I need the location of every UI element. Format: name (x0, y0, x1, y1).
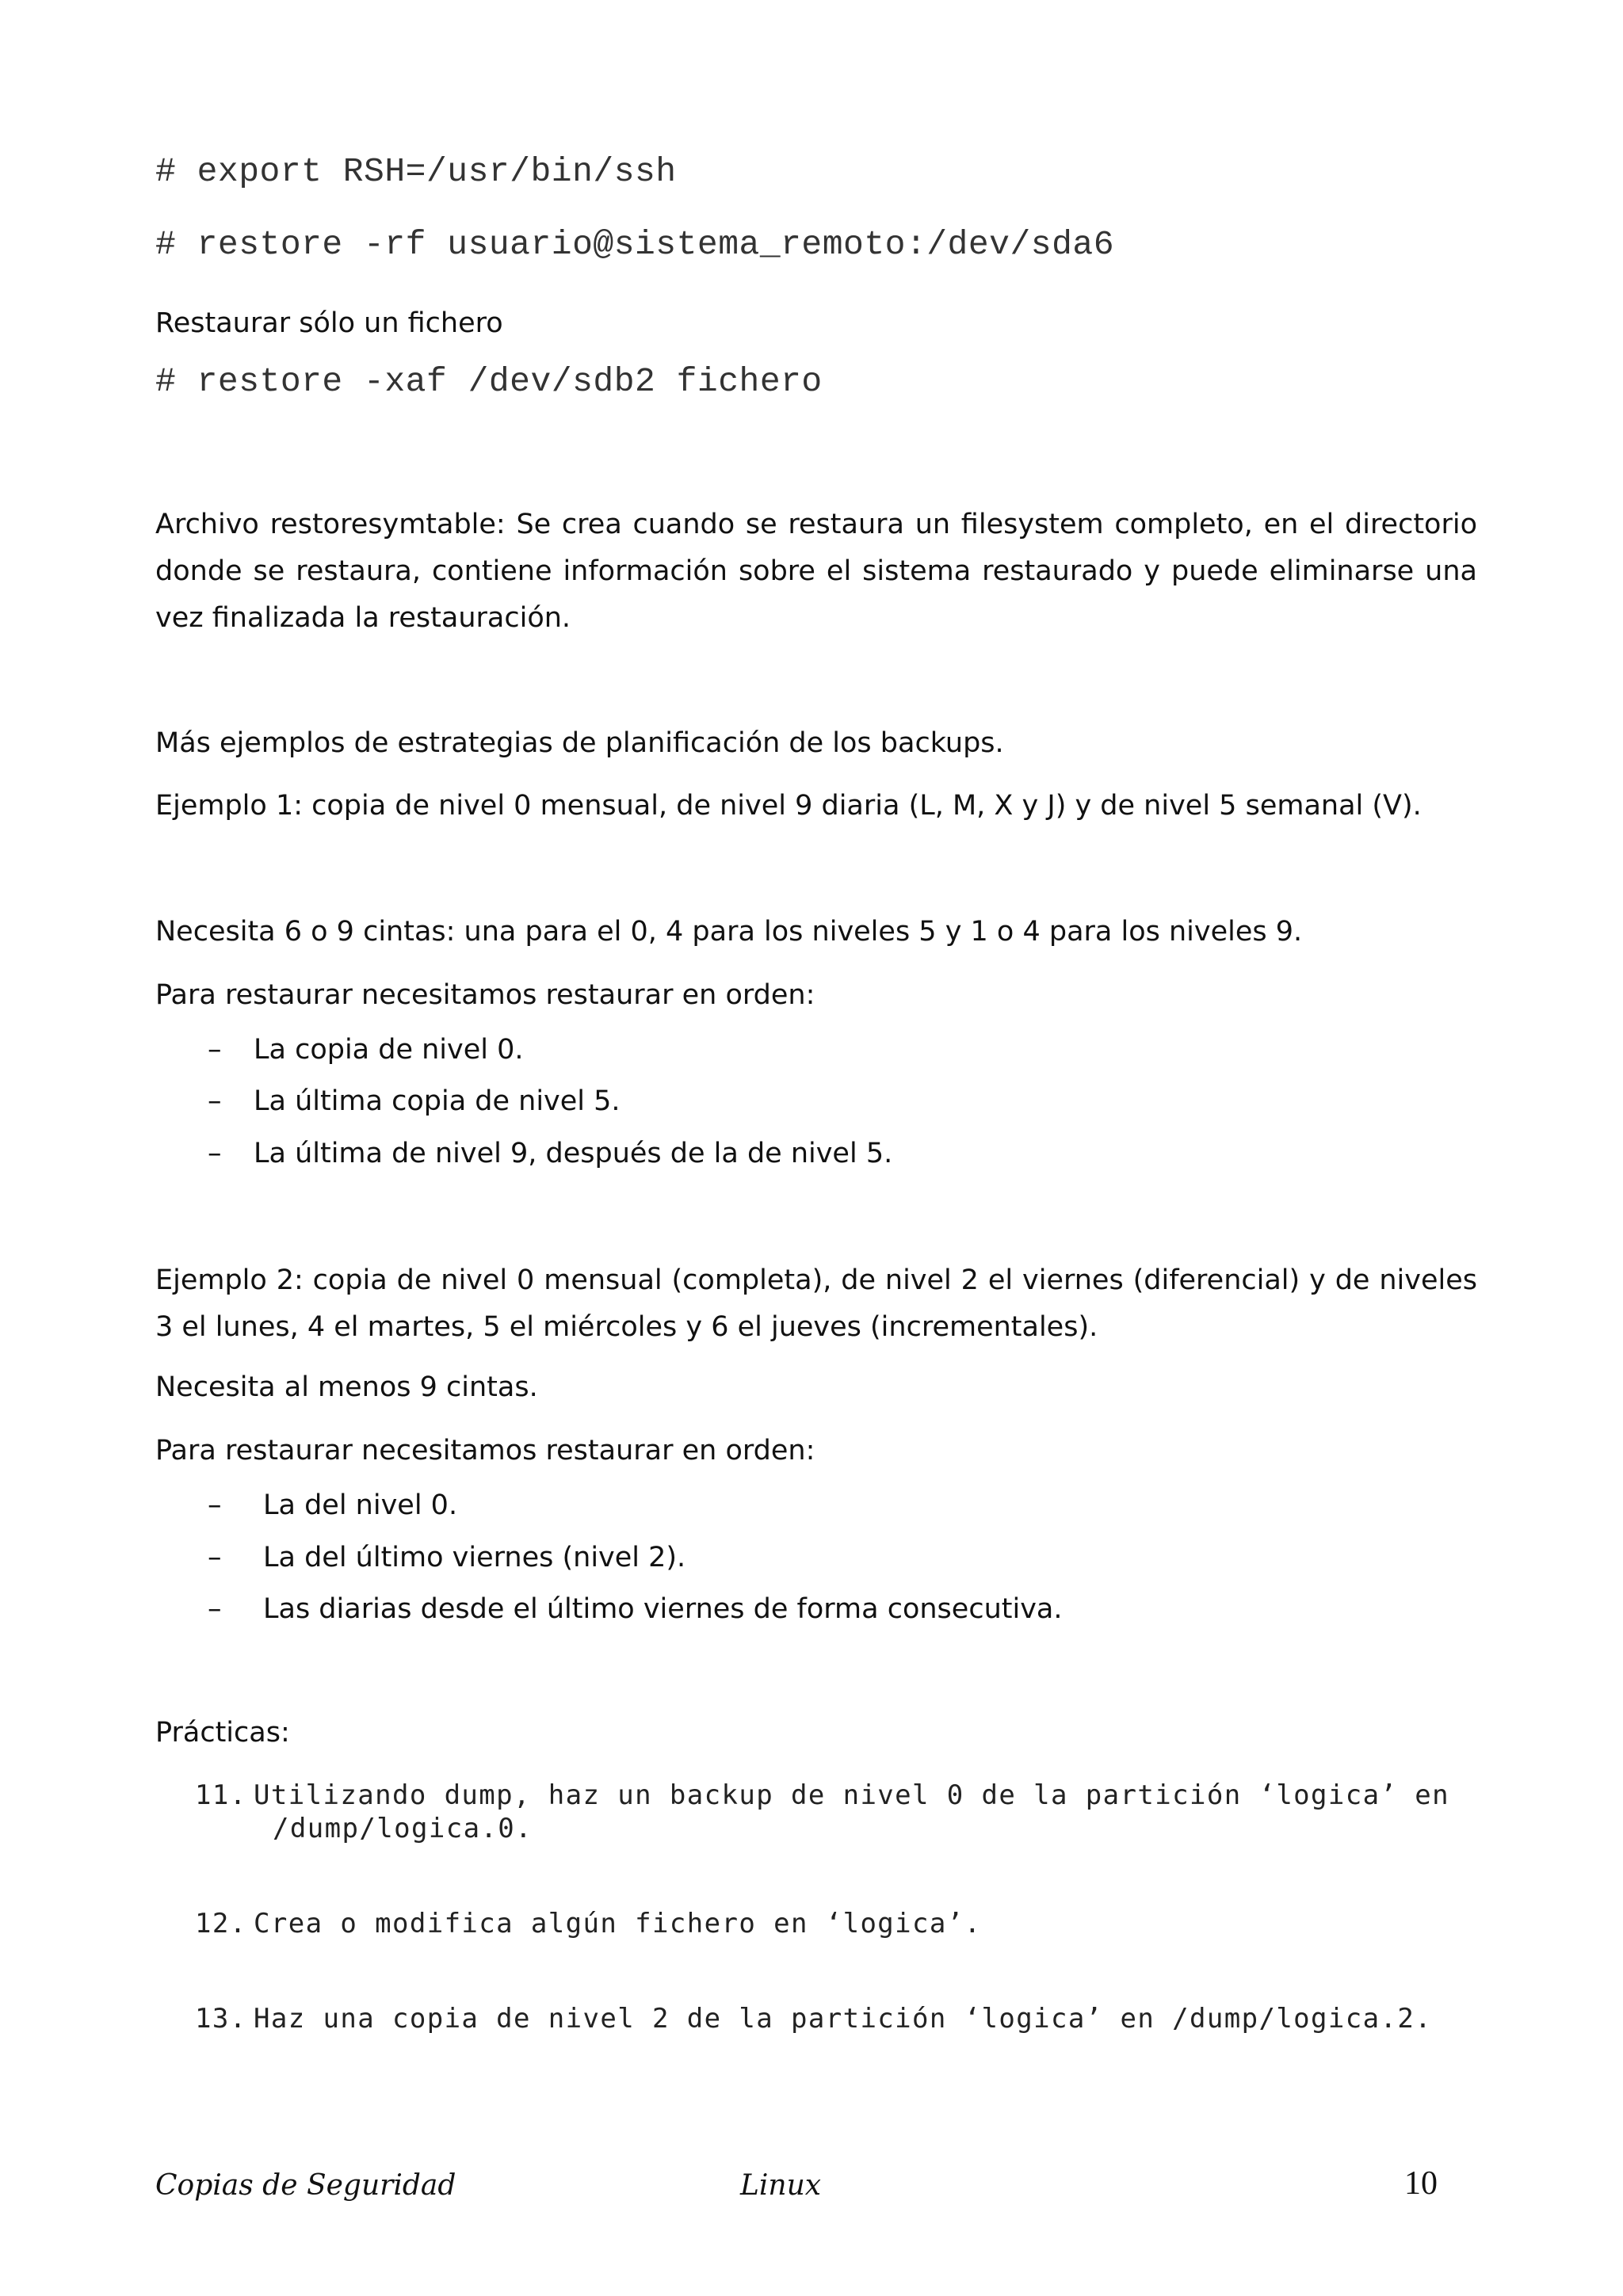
restoresymtable-paragraph: Archivo restoresymtable: Se crea cuando se restaura un filesystem completo, en el directorio donde se restaura, contiene información sobre el sistema restaurado y puede eliminarse una vez finalizada la restauración. (155, 509, 1477, 634)
code-restore-single: # restore -xaf /dev/sdb2 fichero (155, 362, 823, 401)
list-dash: – (208, 1593, 222, 1625)
code-export-rsh: # export RSH=/usr/bin/ssh (155, 152, 677, 191)
list-dash: – (208, 1489, 222, 1521)
list-dash: – (208, 1542, 222, 1573)
example1-step-1: La copia de nivel 0. (254, 1034, 524, 1066)
example2-step-2: La del último viernes (nivel 2). (263, 1542, 686, 1573)
example2-tapes: Necesita al menos 9 cintas. (155, 1371, 538, 1403)
practicas-heading: Prácticas: (155, 1717, 290, 1749)
footer-title: Copias de Seguridad (155, 2169, 456, 2202)
practica-number-11: 11. (195, 1779, 247, 1811)
practica-13-line1: Haz una copia de nivel 2 de la partición ‘logica’ en /dump/logica.2. (254, 2003, 1433, 2035)
list-dash: – (208, 1034, 222, 1066)
example2-order-intro: Para restaurar necesitamos restaurar en orden: (155, 1435, 815, 1466)
example1-order-intro: Para restaurar necesitamos restaurar en orden: (155, 979, 815, 1011)
list-dash: – (208, 1085, 222, 1117)
examples-intro: Más ejemplos de estrategias de planificación de los backups. (155, 727, 1004, 759)
example2-step-3: Las diarias desde el último viernes de forma consecutiva. (263, 1593, 1063, 1625)
list-dash: – (208, 1138, 222, 1169)
practica-11-line2: /dump/logica.0. (273, 1813, 533, 1844)
example1-step-2: La última copia de nivel 5. (254, 1085, 621, 1117)
practica-number-12: 12. (195, 1908, 247, 1939)
practica-11-line1: Utilizando dump, haz un backup de nivel 0 de la partición ‘logica’ en (254, 1779, 1450, 1811)
example1-step-3: La última de nivel 9, después de la de nivel 5. (254, 1138, 893, 1169)
example1-tapes: Necesita 6 o 9 cintas: una para el 0, 4 para los niveles 5 y 1 o 4 para los niveles 9. (155, 916, 1303, 948)
page-number: 10 (1404, 2165, 1438, 2202)
footer-center: Linux (740, 2169, 822, 2202)
example2-description: Ejemplo 2: copia de nivel 0 mensual (completa), de nivel 2 el viernes (diferencial) y de niveles 3 el lunes, 4 el martes, 5 el miércoles y 6 el jueves (incrementales). (155, 1264, 1477, 1343)
practica-12-line1: Crea o modifica algún fichero en ‘logica’. (254, 1908, 982, 1939)
example1-description: Ejemplo 1: copia de nivel 0 mensual, de nivel 9 diaria (L, M, X y J) y de nivel 5 semanal (V). (155, 790, 1422, 822)
restore-single-label: Restaurar sólo un fichero (155, 307, 503, 339)
practica-number-13: 13. (195, 2003, 247, 2035)
code-restore-remote: # restore -rf usuario@sistema_remoto:/dev/sda6 (155, 225, 1114, 264)
example2-step-1: La del nivel 0. (263, 1489, 458, 1521)
